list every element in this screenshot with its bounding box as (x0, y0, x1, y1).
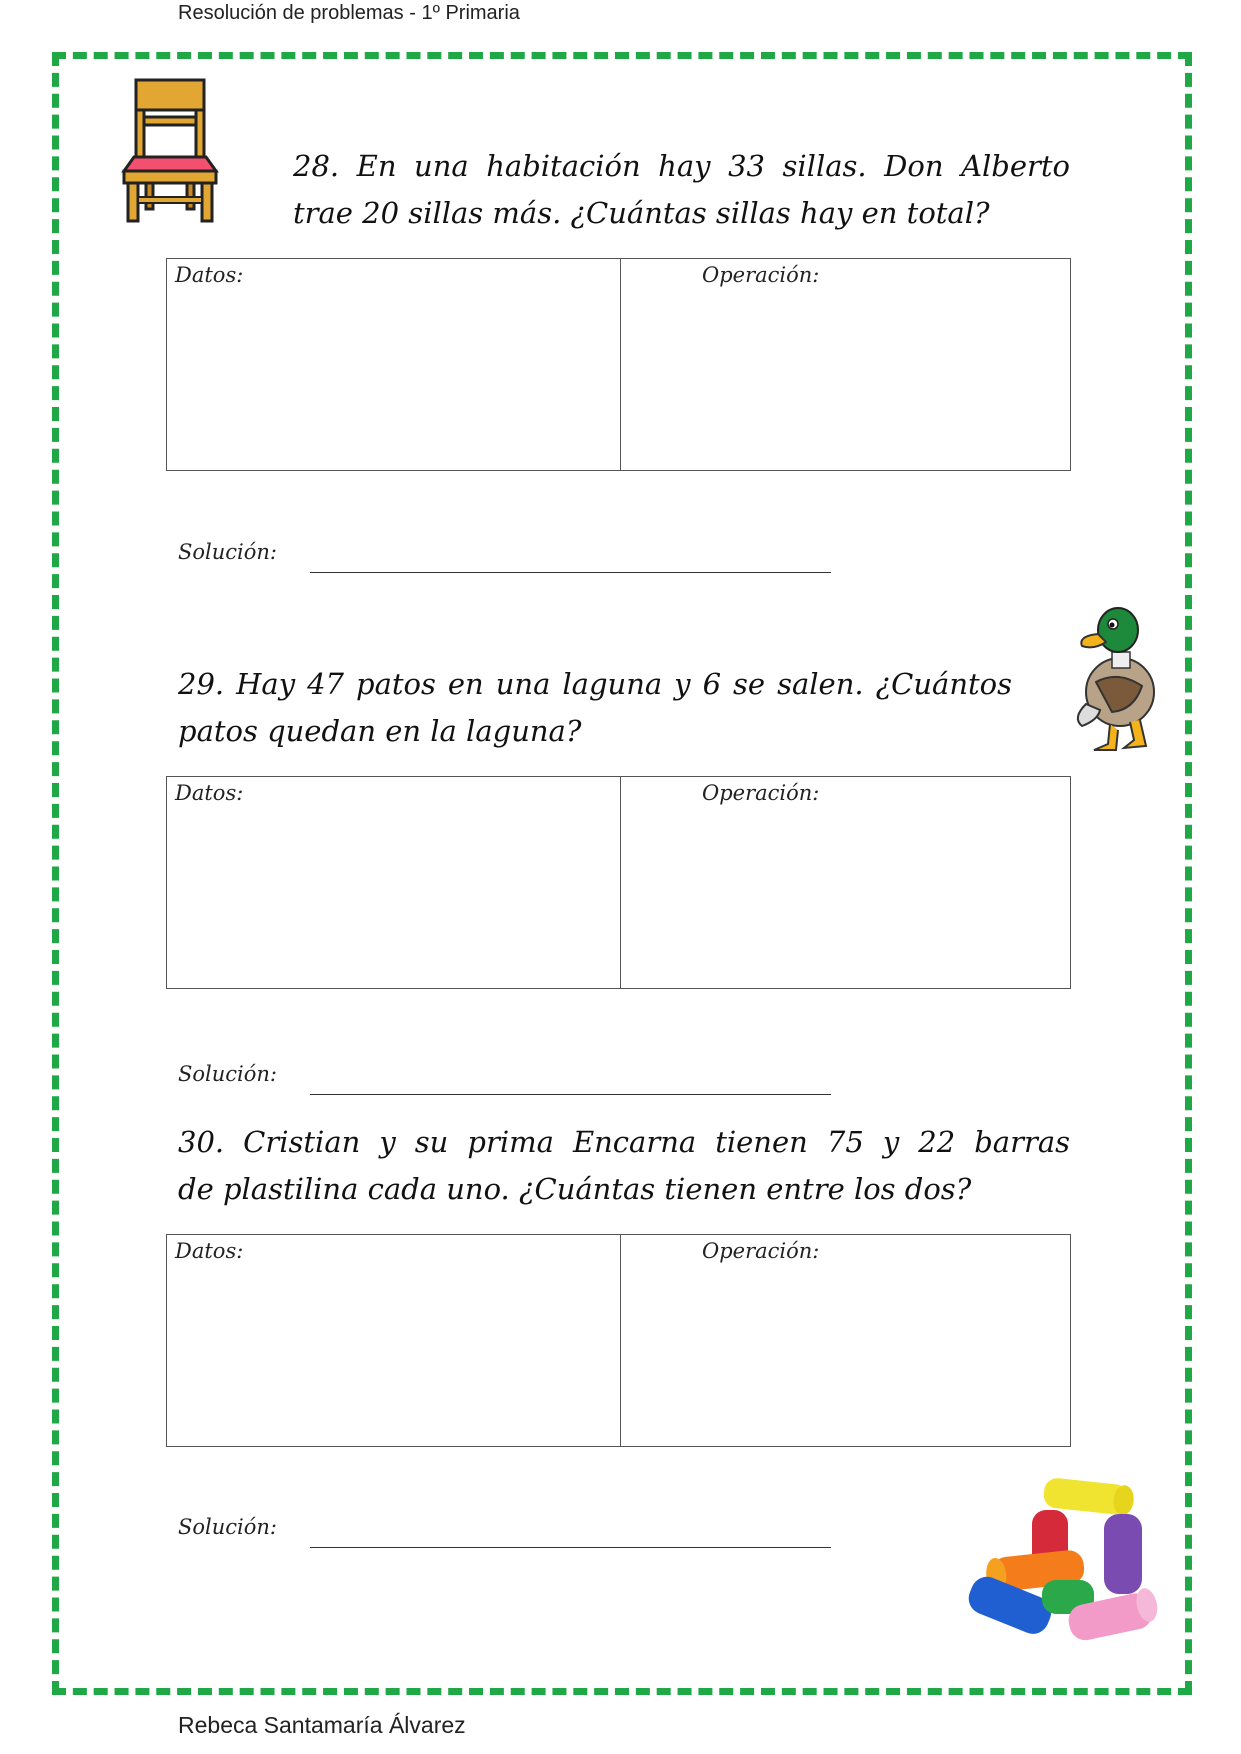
page-footer-author: Rebeca Santamaría Álvarez (178, 1712, 466, 1738)
problem-30-text (178, 1119, 1070, 1213)
plasticine-icon (964, 1474, 1160, 1644)
box-divider (620, 777, 621, 988)
solucion-label: Solución: (178, 1515, 277, 1539)
problem-28-line2: trae 20 sillas más. ¿Cuántas sillas hay en total? (293, 196, 990, 230)
box-divider (620, 1235, 621, 1446)
solucion-label: Solución: (178, 540, 277, 564)
chair-icon (120, 77, 220, 225)
duck-icon (1068, 600, 1170, 752)
problem-28-text (293, 143, 1070, 237)
problem-30-solution-line[interactable] (310, 1547, 831, 1548)
problem-29-solution-line[interactable] (310, 1094, 831, 1095)
problem-30-answer-box[interactable] (166, 1234, 1071, 1447)
problem-29-line1: 29. Hay 47 patos en una laguna y 6 se salen. ¿Cuántos (178, 667, 1012, 701)
solucion-label: Solución: (178, 1062, 277, 1086)
problem-28-answer-box[interactable] (166, 258, 1071, 471)
problem-28-line1: 28. En una habitación hay 33 sillas. Don Alberto (293, 149, 1070, 183)
datos-label: Datos: (175, 1239, 244, 1263)
problem-30-line2: de plastilina cada uno. ¿Cuántas tienen entre los dos? (178, 1172, 972, 1206)
operacion-label: Operación: (702, 1239, 820, 1263)
datos-label: Datos: (175, 263, 244, 287)
datos-label: Datos: (175, 781, 244, 805)
operacion-label: Operación: (702, 263, 820, 287)
page-header: Resolución de problemas - 1º Primaria (178, 2, 520, 24)
problem-29-answer-box[interactable] (166, 776, 1071, 989)
problem-29-line2: patos quedan en la laguna? (178, 714, 582, 748)
problem-28-solution-line[interactable] (310, 572, 831, 573)
operacion-label: Operación: (702, 781, 820, 805)
problem-30-line1: 30. Cristian y su prima Encarna tienen 75 y 22 barras (178, 1125, 1070, 1159)
problem-29-text (178, 661, 1012, 755)
box-divider (620, 259, 621, 470)
